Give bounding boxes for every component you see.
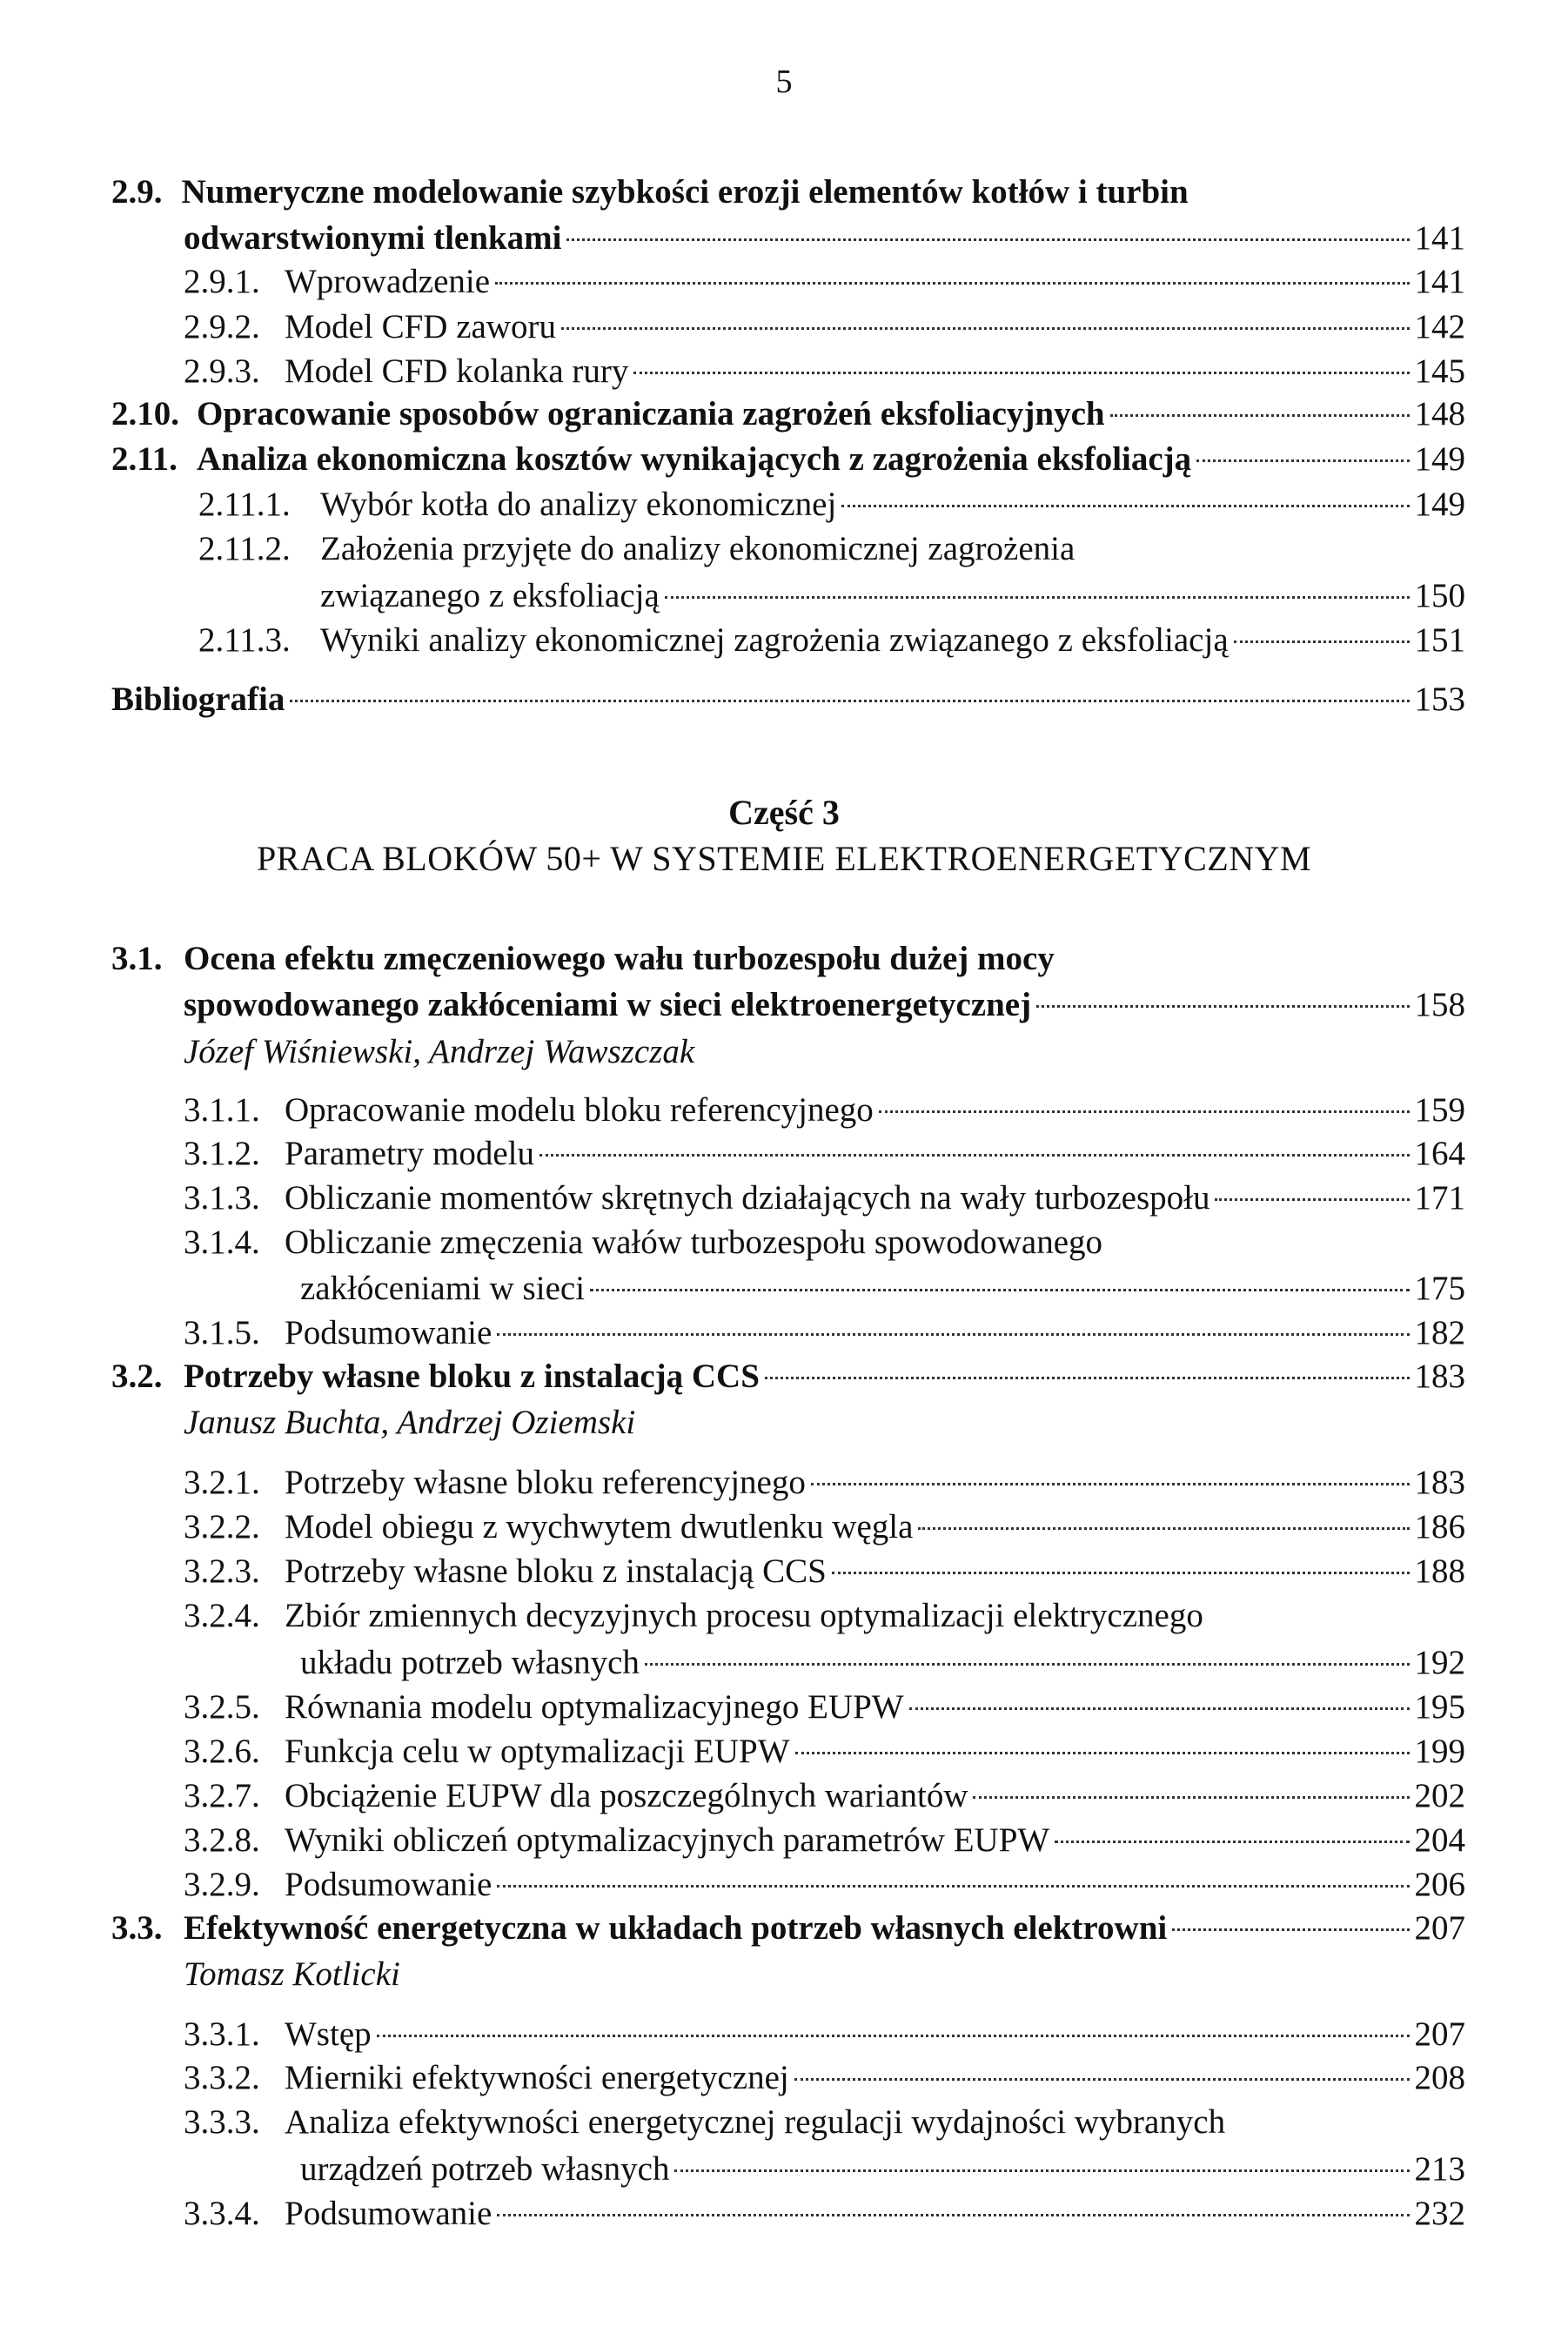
leader-dots [1196, 459, 1409, 462]
toc-number: 3.1.3. [184, 1179, 260, 1217]
toc-entry-3-2-4[interactable] [300, 1642, 1465, 1684]
toc-number: 3.1.5. [184, 1314, 260, 1351]
toc-entry-3-1-5[interactable] [184, 1312, 1465, 1354]
toc-entry-bibliografia[interactable] [111, 679, 1465, 721]
toc-page-number: 164 [1414, 1135, 1465, 1172]
leader-dots [832, 1572, 1410, 1574]
toc-page-number: 141 [1414, 219, 1465, 257]
toc-title: Opracowanie modelu bloku referencyjnego [285, 1091, 874, 1129]
toc-entry-3-2-8[interactable] [184, 1820, 1465, 1861]
toc-number: 2.9. [111, 173, 163, 211]
toc-page-number: 142 [1414, 308, 1465, 345]
leader-dots [633, 372, 1409, 374]
toc-title: Podsumowanie [285, 1866, 493, 1903]
leader-dots [841, 505, 1409, 507]
page-number: 5 [775, 64, 793, 100]
toc-title: Obliczanie zmęczenia wałów turbozespołu spowodowanego [285, 1224, 1102, 1261]
toc-entry-3-2-5[interactable] [184, 1686, 1465, 1728]
leader-dots [909, 1707, 1410, 1710]
leader-dots [973, 1796, 1409, 1799]
toc-number: 2.11.2. [198, 530, 291, 567]
toc-entry-3-1-4-line1 [184, 1222, 1102, 1264]
toc-title: Analiza efektywności energetycznej regulacji wydajności wybranych [285, 2103, 1226, 2141]
toc-number: 3.1.1. [184, 1091, 260, 1129]
toc-page-number: 188 [1414, 1552, 1465, 1590]
toc-number: 3.3.4. [184, 2195, 260, 2232]
leader-dots [539, 1154, 1410, 1157]
leader-dots [561, 327, 1410, 330]
toc-entry-3-1[interactable] [184, 984, 1465, 1026]
toc-title: urządzeń potrzeb własnych [300, 2150, 670, 2188]
leader-dots [645, 1663, 1410, 1666]
toc-number: 3.2.5. [184, 1688, 260, 1726]
leader-dots [879, 1110, 1410, 1113]
toc-entry-3-2-6[interactable] [184, 1731, 1465, 1773]
leader-dots [1055, 1841, 1409, 1843]
toc-number: 2.11.1. [198, 486, 291, 523]
toc-entry-3-2-3[interactable] [184, 1551, 1465, 1593]
toc-number: 3.2.4. [184, 1597, 260, 1634]
toc-title: Obliczanie momentów skrętnych działających na wały turbozespołu [285, 1179, 1210, 1217]
leader-dots [1215, 1198, 1409, 1201]
leader-dots [674, 2169, 1409, 2172]
toc-title: spowodowanego zakłóceniami w sieci elektroenergetycznej [184, 986, 1032, 1023]
toc-entry-3-3[interactable] [111, 1908, 1465, 1949]
toc-page-number: 150 [1414, 577, 1465, 614]
toc-page-number: 151 [1414, 621, 1465, 659]
toc-entry-3-2-2[interactable] [184, 1506, 1465, 1548]
toc-entry-3-2[interactable] [111, 1356, 1465, 1398]
toc-page-number: 145 [1414, 352, 1465, 390]
toc-title: Równania modelu optymalizacyjnego EUPW [285, 1688, 904, 1726]
toc-title: Funkcja celu w optymalizacji EUPW [285, 1733, 790, 1770]
toc-title: Bibliografia [111, 681, 285, 718]
toc-page-number: 141 [1414, 263, 1465, 300]
toc-page-number: 195 [1414, 1688, 1465, 1726]
toc-number: 3.2. [111, 1358, 163, 1395]
leader-dots [566, 238, 1409, 241]
toc-title: Analiza ekonomiczna kosztów wynikających z zagrożenia eksfoliacją [197, 440, 1192, 478]
toc-page-number: 186 [1414, 1508, 1465, 1546]
leader-dots [495, 282, 1409, 285]
toc-title: Model CFD zaworu [285, 308, 556, 345]
toc-authors: Janusz Buchta, Andrzej Oziemski [184, 1404, 636, 1441]
toc-number: 2.9.3. [184, 352, 260, 390]
toc-entry-3-1-line1 [111, 938, 1055, 980]
toc-entry-2-9-line1 [111, 171, 1189, 213]
toc-number: 3.2.8. [184, 1821, 260, 1859]
toc-number: 3.3.1. [184, 2015, 260, 2053]
toc-authors: Tomasz Kotlicki [184, 1955, 400, 1993]
toc-title: Potrzeby własne bloku z instalacją CCS [285, 1552, 827, 1590]
toc-entry-3-3-2[interactable] [184, 2057, 1465, 2099]
toc-number: 3.3.3. [184, 2103, 260, 2141]
toc-page-number: 206 [1414, 1866, 1465, 1903]
toc-page-number: 213 [1414, 2150, 1465, 2188]
toc-entry-2-9[interactable] [184, 218, 1465, 259]
toc-number: 3.2.3. [184, 1552, 260, 1590]
toc-title: odwarstwionymi tlenkami [184, 219, 562, 257]
toc-page-number: 182 [1414, 1314, 1465, 1351]
toc-page-number: 208 [1414, 2059, 1465, 2096]
toc-entry-2-10[interactable] [111, 393, 1465, 435]
toc-title: zakłóceniami w sieci [300, 1270, 586, 1307]
toc-number: 3.2.2. [184, 1508, 260, 1546]
toc-title: Efektywność energetyczna w układach potrzeb własnych elektrowni [184, 1909, 1168, 1947]
toc-number: 3.1.4. [184, 1224, 260, 1261]
toc-page-number: 153 [1414, 681, 1465, 718]
leader-dots [918, 1527, 1409, 1530]
leader-dots [590, 1289, 1409, 1291]
toc-number: 2.10. [111, 395, 179, 433]
leader-dots [1172, 1928, 1409, 1931]
toc-number: 3.1. [111, 940, 163, 977]
leader-dots [497, 2214, 1409, 2216]
toc-page-number: 199 [1414, 1733, 1465, 1770]
toc-entry-2-11-1[interactable] [198, 484, 1465, 526]
toc-title: Numeryczne modelowanie szybkości erozji elementów kotłów i turbin [181, 173, 1189, 211]
toc-title: Opracowanie sposobów ograniczania zagrożeń eksfoliacyjnych [197, 395, 1105, 433]
leader-dots [290, 700, 1409, 702]
leader-dots [377, 2035, 1410, 2037]
toc-title: Wyniki analizy ekonomicznej zagrożenia związanego z eksfoliacją [320, 621, 1229, 659]
toc-page-number: 232 [1414, 2195, 1465, 2232]
toc-page-number: 158 [1414, 986, 1465, 1023]
toc-page-number: 183 [1414, 1464, 1465, 1501]
toc-page-number: 202 [1414, 1777, 1465, 1814]
part-label: Część 3 [728, 793, 840, 832]
toc-title: Obciążenie EUPW dla poszczególnych wariantów [285, 1777, 968, 1814]
toc-title: Podsumowanie [285, 1314, 493, 1351]
toc-authors: Józef Wiśniewski, Andrzej Wawszczak [184, 1033, 695, 1070]
toc-page-number: 159 [1414, 1091, 1465, 1129]
toc-number: 2.11.3. [198, 621, 291, 659]
toc-number: 3.3.2. [184, 2059, 260, 2096]
toc-page-number: 175 [1414, 1270, 1465, 1307]
toc-number: 3.3. [111, 1909, 163, 1947]
toc-entry-2-11[interactable] [111, 439, 1465, 480]
toc-title: Mierniki efektywności energetycznej [285, 2059, 789, 2096]
toc-title: Zbiór zmiennych decyzyjnych procesu optymalizacji elektrycznego [285, 1597, 1203, 1634]
toc-title: Wyniki obliczeń optymalizacyjnych parametrów EUPW [285, 1821, 1050, 1859]
toc-title: Potrzeby własne bloku referencyjnego [285, 1464, 806, 1501]
leader-dots [497, 1885, 1409, 1888]
leader-dots [811, 1483, 1410, 1485]
leader-dots [497, 1333, 1409, 1336]
toc-entry-3-2-1[interactable] [184, 1462, 1465, 1504]
leader-dots [1110, 414, 1410, 417]
toc-page-number: 171 [1414, 1179, 1465, 1217]
leader-dots [794, 2078, 1410, 2081]
toc-entry-3-2-9[interactable] [184, 1864, 1465, 1906]
toc-page-number: 148 [1414, 395, 1465, 433]
toc-title: Wprowadzenie [285, 263, 491, 300]
toc-page-number: 183 [1414, 1358, 1465, 1395]
leader-dots [665, 596, 1410, 599]
toc-title: Założenia przyjęte do analizy ekonomicznej zagrożenia [320, 530, 1075, 567]
toc-number: 3.2.1. [184, 1464, 260, 1501]
toc-number: 2.11. [111, 440, 178, 478]
toc-number: 2.9.2. [184, 308, 260, 345]
leader-dots [1036, 1005, 1409, 1008]
toc-page-number: 207 [1414, 2015, 1465, 2053]
toc-entry-2-11-3[interactable] [198, 620, 1465, 661]
leader-dots [795, 1752, 1410, 1754]
toc-title: Model obiegu z wychwytem dwutlenku węgla [285, 1508, 914, 1546]
toc-page-number: 204 [1414, 1821, 1465, 1859]
toc-entry-2-9-2[interactable] [184, 306, 1465, 348]
toc-entry-3-3-3[interactable] [300, 2149, 1465, 2190]
toc-entry-3-1-1[interactable] [184, 1090, 1465, 1131]
toc-entry-2-11-2[interactable] [320, 575, 1465, 617]
toc-entry-3-2-4-line1 [184, 1595, 1203, 1637]
toc-title: Model CFD kolanka rury [285, 352, 629, 390]
toc-title: związanego z eksfoliacją [320, 577, 660, 614]
part-title: PRACA BLOKÓW 50+ W SYSTEMIE ELEKTROENERGETYCZNYM [256, 839, 1312, 878]
toc-entry-3-2-7[interactable] [184, 1775, 1465, 1817]
toc-title: Potrzeby własne bloku z instalacją CCS [184, 1358, 760, 1395]
toc-title: Wybór kotła do analizy ekonomicznej [320, 486, 837, 523]
toc-entry-3-1-2[interactable] [184, 1133, 1465, 1175]
toc-number: 3.1.2. [184, 1135, 260, 1172]
toc-title: układu potrzeb własnych [300, 1644, 640, 1681]
toc-number: 3.2.6. [184, 1733, 260, 1770]
toc-entry-3-1-4[interactable] [300, 1268, 1465, 1310]
toc-page-number: 149 [1414, 440, 1465, 478]
toc-page-number: 192 [1414, 1644, 1465, 1681]
toc-title: Parametry modelu [285, 1135, 534, 1172]
toc-number: 2.9.1. [184, 263, 260, 300]
toc-entry-3-1-3[interactable] [184, 1177, 1465, 1219]
toc-entry-3-3-4[interactable] [184, 2193, 1465, 2235]
toc-entry-3-3-1[interactable] [184, 2014, 1465, 2055]
leader-dots [765, 1377, 1410, 1379]
toc-entry-3-3-3-line1 [184, 2102, 1225, 2143]
toc-entry-2-9-1[interactable] [184, 261, 1465, 303]
toc-entry-2-11-2-line1 [198, 528, 1075, 570]
toc-number: 3.2.9. [184, 1866, 260, 1903]
toc-entry-2-9-3[interactable] [184, 351, 1465, 392]
toc-title: Ocena efektu zmęczeniowego wału turbozespołu dużej mocy [184, 940, 1055, 977]
toc-title: Wstęp [285, 2015, 372, 2053]
toc-number: 3.2.7. [184, 1777, 260, 1814]
toc-page-number: 207 [1414, 1909, 1465, 1947]
toc-title: Podsumowanie [285, 2195, 493, 2232]
toc-page-number: 149 [1414, 486, 1465, 523]
leader-dots [1234, 640, 1410, 643]
